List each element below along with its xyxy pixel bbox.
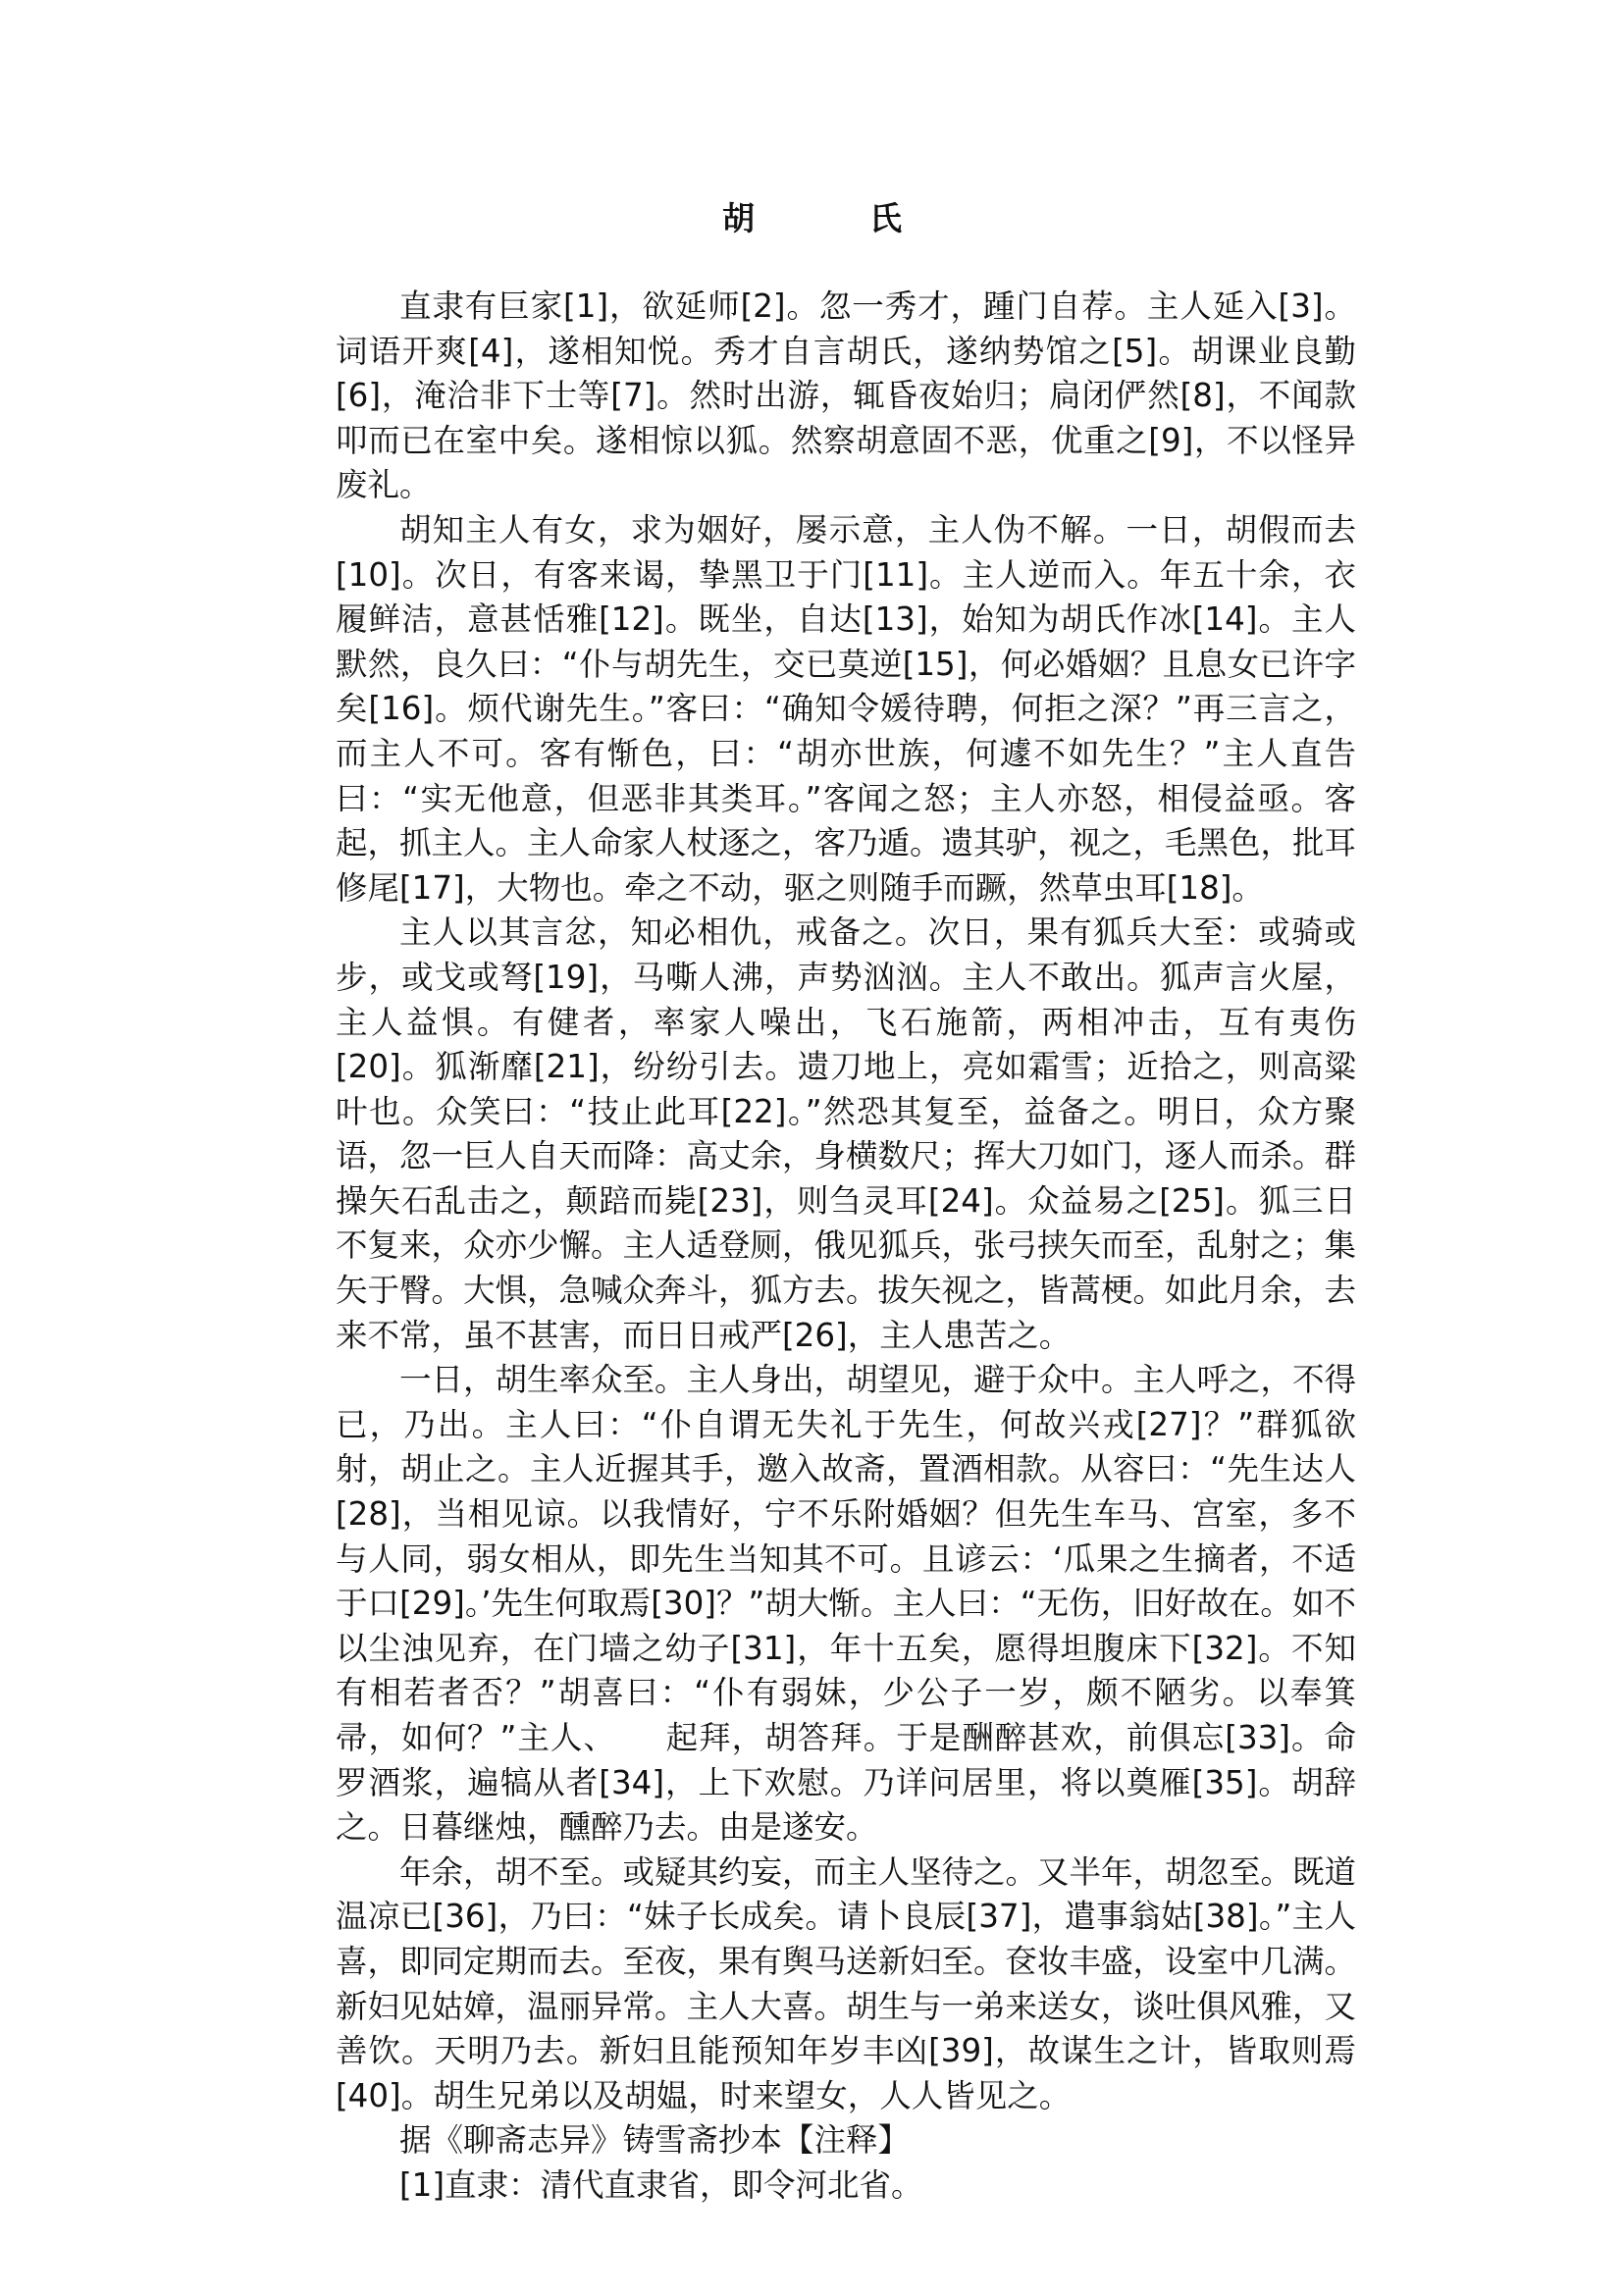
document-body [336,285,1356,2209]
source-line: 据《聊斋志异》铸雪斋抄本【注释】 [399,2121,911,2160]
paragraph-4: 一日，胡生率众至。主人身出，胡望见，避于众中。主人呼之，不得已，乃出。主人曰：“仆自谓无失礼于先生，何故兴戎[27]？”群狐欲射，胡止之。主人近握其手，邀入故斋，置酒相款。从容曰：“先生达人[28]，当相见谅。以我情好，宁不乐附婚姻？但先生车马、宫室，多不与人同，弱女相从，即先生当知其不可。且谚云：‘瓜果之生摘者，不适于口[29]。’先生何取焉[30]？”胡大惭。主人曰：“无伤，旧好故在。如不以尘浊见弃，在门墙之幼子[31]，年十五矣，愿得坦腹床下[32]。不知有相若者否？”胡喜曰：“仆有弱妹，少公子一岁，颇不陋劣。以奉箕帚，如何？”主人、 起拜，胡答拜。于是酬醉甚欢，前俱忘[33]。命罗酒浆，遍犒从者[34]，上下欢慰。乃详问居里，将以奠雁[35]。胡辞之。日暮继烛，醺醉乃去。由是遂安。 [336,1361,1357,1847]
paragraph-1: 直隶有巨家[1]，欲延师[2]。忽一秀才，踵门自荐。主人延入[3]。词语开爽[4]，遂相知悦。秀才自言胡氏，遂纳势馆之[5]。胡课业良勤[6]，淹洽非下士等[7]。然时出游，辄昏夜始归；扃闭俨然[8]，不闻款叩而已在室中矣。遂相惊以狐。然察胡意固不恶，优重之[9]，不以怪异废礼。 [336,287,1356,504]
annotation-1: [1]直隶：清代直隶省，即令河北省。 [399,2165,923,2204]
document-title: 胡 氏 [722,199,943,237]
paragraph-3: 主人以其言忿，知必相仇，戒备之。次日，果有狐兵大至：或骑或步，或戈或弩[19]，马嘶人沸，声势汹汹。主人不敢出。狐声言火屋，主人益惧。有健者，率家人噪出，飞石施箭，两相冲击，互有夷伤[20]。狐渐靡[21]，纷纷引去。遗刀地上，亮如霜雪；近拾之，则高粱叶也。众笑曰：“技止此耳[22]。”然恐其复至，益备之。明日，众方聚语，忽一巨人自天而降：高丈余，身横数尺；挥大刀如门，逐人而杀。群操矢石乱击之，颠踣而毙[23]，则刍灵耳[24]。众益易之[25]。狐三日不复来，众亦少懈。主人适登厕，俄见狐兵，张弓挟矢而至，乱射之；集矢于臀。大惧，急喊众奔斗，狐方去。拔矢视之，皆蒿梗。如此月余，去来不常，虽不甚害，而日日戒严[26]，主人患苦之。 [336,913,1357,1354]
paragraph-2: 胡知主人有女，求为姻好，屡示意，主人伪不解。一日，胡假而去[10]。次日，有客来谒，挚黑卫于门[11]。主人逆而入。年五十余，衣履鲜洁，意甚恬雅[12]。既坐，自达[13]，始知为胡氏作冰[14]。主人默然，良久曰：“仆与胡先生，交已莫逆[15]，何必婚姻？且息女已许字矣[16]。烦代谢先生。”客曰：“确知令媛待聘，何拒之深？”再三言之，而主人不可。客有惭色，曰：“胡亦世族，何遽不如先生？”主人直告曰：“实无他意，但恶非其类耳。”客闻之怒；主人亦怒，相侵益亟。客起，抓主人。主人命家人杖逐之，客乃遁。遗其驴，视之，毛黑色，批耳修尾[17]，大物也。牵之不动，驱之则随手而蹶，然草虫耳[18]。 [336,510,1357,907]
paragraph-5: 年余，胡不至。或疑其约妄，而主人坚待之。又半年，胡忽至。既道温凉已[36]，乃曰：“妹子长成矣。请卜良辰[37]，遣事翁姑[38]。”主人喜，即同定期而去。至夜，果有舆马送新妇至。奁妆丰盛，设室中几满。新妇见姑嫜，温丽异常。主人大喜。胡生与一弟来送女，谈吐俱风雅，又善饮。天明乃去。新妇且能预知年岁丰凶[39]，故谋生之计，皆取则焉[40]。胡生兄弟以及胡媪，时来望女，人人皆见之。 [336,1852,1357,2114]
